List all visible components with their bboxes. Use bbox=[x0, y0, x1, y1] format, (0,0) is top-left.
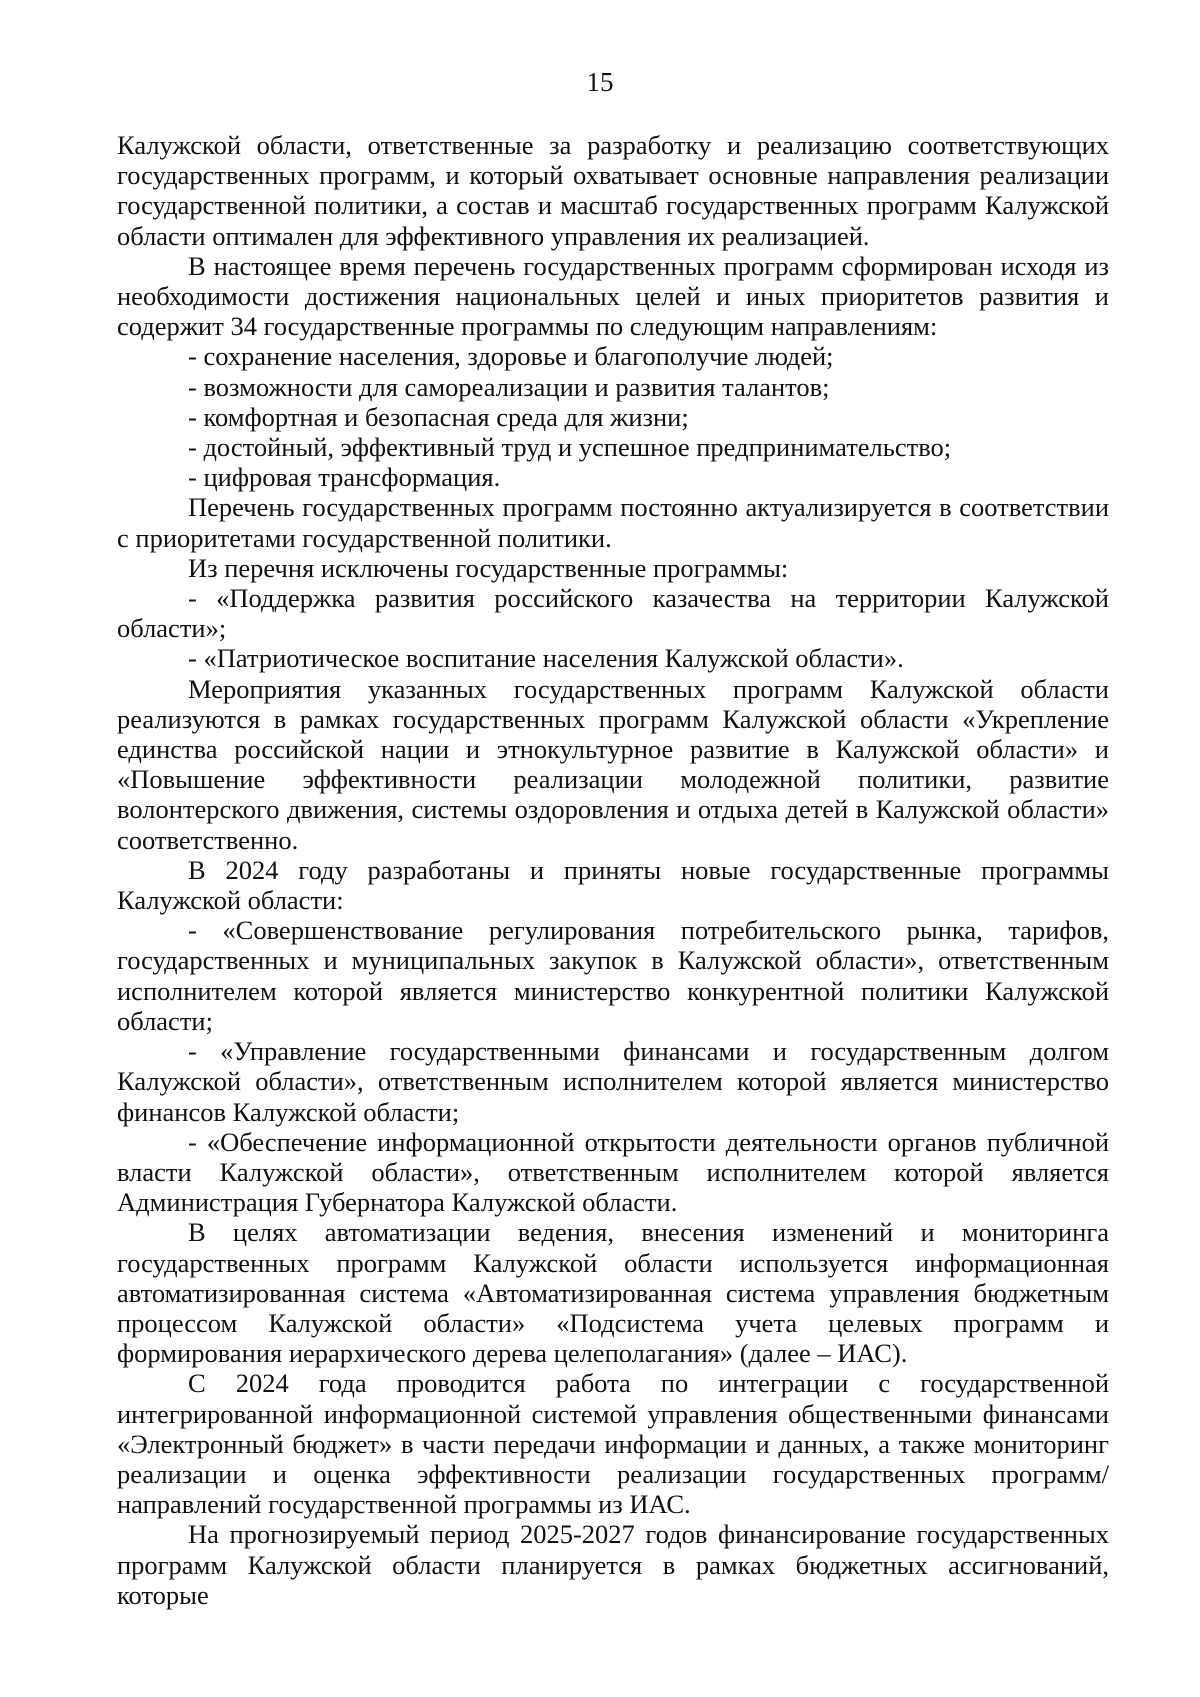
list-item: - «Совершенствование регулирования потребительского рынка, тарифов, государственных и муниципальных закупок в Калужской области», ответственным исполнителем которой является министерство конкурентной политики Калужской области; bbox=[117, 915, 1109, 1036]
paragraph: Мероприятия указанных государственных программ Калужской области реализуются в рамках государственных программ Калужской области «Укрепление единства российской нации и этнокультурное развитие в Калужской области» и «Повышение эффективности реализации молодежной политики, развитие волонтерского движения, системы оздоровления и отдыха детей в Калужской области» соответственно. bbox=[117, 673, 1109, 855]
list-item: - достойный, эффективный труд и успешное предпринимательство; bbox=[188, 432, 952, 463]
paragraph: В 2024 году разработаны и приняты новые государственные программы Калужской области: bbox=[117, 854, 1109, 916]
document-body bbox=[117, 130, 1109, 1610]
list-item: - сохранение населения, здоровье и благополучие людей; bbox=[188, 341, 834, 372]
list-item: - «Поддержка развития российского казачества на территории Калужской области»; bbox=[117, 583, 1109, 644]
list-item: - «Обеспечение информационной открытости деятельности органов публичной власти Калужской области», ответственным исполнителем которой является Администрация Губернатора Калужской области. bbox=[117, 1126, 1109, 1218]
page-number: 15 bbox=[586, 67, 614, 97]
list-item: - «Патриотическое воспитание населения Калужской области». bbox=[188, 643, 904, 674]
paragraph: Перечень государственных программ постоянно актуализируется в соответствии с приоритетами государственной политики. bbox=[117, 492, 1109, 553]
list-item: - цифровая трансформация. bbox=[188, 462, 501, 493]
paragraph: В целях автоматизации ведения, внесения изменений и мониторинга государственных программ Калужской области используется информационная автоматизированная система «Автоматизированная система управления бюджетным процессом Калужской области» «Подсистема учета целевых программ и формирования иерархического дерева целеполагания» (далее – ИАС). bbox=[117, 1217, 1109, 1369]
paragraph: Из перечня исключены государственные программы: bbox=[188, 552, 789, 583]
list-item: - «Управление государственными финансами и государственным долгом Калужской области», ответственным исполнителем которой является министерство финансов Калужской области; bbox=[117, 1036, 1109, 1127]
paragraph: На прогнозируемый период 2025-2027 годов финансирование государственных программ Калужской области планируется в рамках бюджетных ассигнований, которые bbox=[117, 1519, 1109, 1610]
paragraph: В настоящее время перечень государственных программ сформирован исходя из необходимости достижения национальных целей и иных приоритетов развития и содержит 34 государственные программы по следующим направлениям: bbox=[117, 250, 1109, 342]
paragraph: Калужской области, ответственные за разработку и реализацию соответствующих государственных программ, и который охватывает основные направления реализации государственной политики, а состав и масштаб государственных программ Калужской области оптимален для эффективного управления их реализацией. bbox=[117, 130, 1109, 251]
paragraph: С 2024 года проводится работа по интеграции с государственной интегрированной информационной системой управления общественными финансами «Электронный бюджет» в части передачи информации и данных, а также мониторинг реализации и оценка эффективности реализации государственных программ/направлений государственной программы из ИАС. bbox=[117, 1368, 1109, 1520]
list-item: - возможности для самореализации и развития талантов; bbox=[188, 371, 830, 402]
list-item: - комфортная и безопасная среда для жизни; bbox=[188, 401, 689, 432]
